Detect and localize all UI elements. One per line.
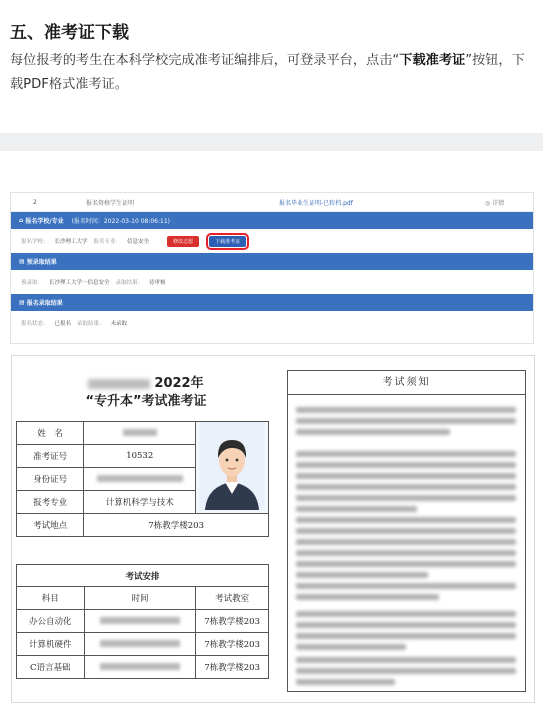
row-school-major (11, 229, 533, 253)
modify-preference-button[interactable]: 修改志愿 (167, 236, 199, 247)
registration-status-value: 已报名 (54, 321, 72, 327)
notice-paragraph (296, 657, 516, 690)
subject-header: 科目 (17, 587, 85, 610)
school-value: 长沙理工大学 (54, 239, 88, 245)
section-heading: 五、准考证下载 (10, 23, 129, 43)
notice-paragraph (296, 583, 516, 605)
bar-school-major-title: 报名学校/专业 (25, 218, 64, 225)
list-icon: ▤ (19, 299, 27, 306)
table-row (17, 656, 269, 679)
exam-room: 7栋教学楼203 (196, 633, 269, 656)
file-row-label: 报名资格学生证明 (86, 199, 135, 207)
list-icon: ▤ (19, 258, 27, 265)
major-label: 报考专业 (17, 491, 84, 514)
exam-subject: C语言基础 (17, 656, 85, 679)
room-header: 考试教室 (196, 587, 269, 610)
ticket-title: “专升本”考试准考证 (85, 394, 207, 409)
pre-admission-status-label: 录取结果： (115, 280, 144, 286)
pre-admission-status-value: 待审核 (149, 280, 166, 286)
desc-part-2: ”按钮，下载PDF格式准考证。 (10, 53, 525, 92)
portal-screenshot (10, 192, 534, 344)
exam-subject: 办公自动化 (17, 610, 85, 633)
major-label: 报名专业： (93, 239, 122, 245)
gray-divider-band (0, 133, 543, 151)
major-value: 信息安全 (127, 239, 150, 245)
table-row (17, 633, 269, 656)
bar-pre-admission (11, 253, 533, 270)
registration-status-label: 报名状态： (21, 321, 49, 327)
details-label: 详情 (492, 199, 505, 207)
section-description (10, 49, 535, 97)
admission-ticket (11, 355, 535, 703)
exam-schedule-table (16, 564, 269, 679)
exam-room: 7栋教学楼203 (196, 656, 269, 679)
pre-admission-label: 预录取： (21, 280, 44, 286)
desc-part-1: 每位报考的考生在本科学校完成准考证编排后，可登录平台，点击“ (10, 53, 400, 68)
notice-paragraph (296, 451, 516, 517)
table-row (17, 610, 269, 633)
table-row (17, 587, 269, 610)
photo-cell (196, 422, 269, 514)
desc-bold-download: 下载准考证 (399, 53, 466, 68)
bar-school-major (11, 212, 533, 229)
exam-time (84, 656, 196, 679)
download-ticket-button[interactable]: 下载准考证 (209, 236, 246, 247)
notice-paragraph (296, 611, 516, 655)
ticket-no-value: 10532 (84, 445, 196, 468)
id-card-label: 身份证号 (17, 468, 84, 491)
avatar (199, 422, 265, 510)
notice-paragraph (296, 407, 516, 440)
notice-paragraph (296, 517, 516, 583)
name-value (84, 422, 196, 445)
id-card-value (84, 468, 196, 491)
file-link[interactable]: 报名毕业生证明-已转档.pdf (279, 199, 353, 207)
school-label: 报名学校： (21, 239, 49, 245)
exam-subject: 计算机硬件 (17, 633, 85, 656)
table-row (17, 514, 269, 537)
location-label: 考试地点 (17, 514, 84, 537)
details-link[interactable] (485, 198, 504, 207)
exam-notice-box (287, 370, 526, 692)
eye-icon: ◎ (485, 199, 491, 207)
exam-time (84, 633, 196, 656)
name-label: 姓 名 (17, 422, 84, 445)
exam-room: 7栋教学楼203 (196, 610, 269, 633)
candidate-info-table (16, 421, 269, 537)
bar-school-major-time: (报名时间：2022-03-10 08:06:11) (71, 218, 170, 225)
bar-admission-result (11, 294, 533, 311)
home-icon: ⌂ (19, 217, 26, 224)
file-row-number: 2 (33, 198, 37, 206)
blurred-school-name (88, 379, 150, 389)
time-header: 时间 (84, 587, 196, 610)
exam-schedule-title: 考试安排 (17, 565, 269, 587)
exam-time (84, 610, 196, 633)
table-row (17, 565, 269, 587)
pre-admission-value: 长沙理工大学－信息安全 (49, 280, 110, 286)
ticket-no-label: 准考证号 (17, 445, 84, 468)
bar-admission-result-title: 报名录取结果 (26, 300, 63, 307)
row-admission-result (11, 311, 533, 335)
admission-result-value: 未录取 (110, 321, 128, 327)
bar-pre-admission-title: 预录取结果 (26, 259, 57, 266)
notice-title: 考试须知 (288, 371, 525, 395)
location-value: 7栋教学楼203 (84, 514, 269, 537)
table-row (17, 422, 269, 445)
admission-result-label: 录取结果： (77, 321, 105, 327)
major-value: 计算机科学与技术 (84, 491, 196, 514)
ticket-title-year: 2022年 (12, 372, 280, 391)
row-pre-admission (11, 270, 533, 294)
portal-file-row (11, 193, 533, 212)
